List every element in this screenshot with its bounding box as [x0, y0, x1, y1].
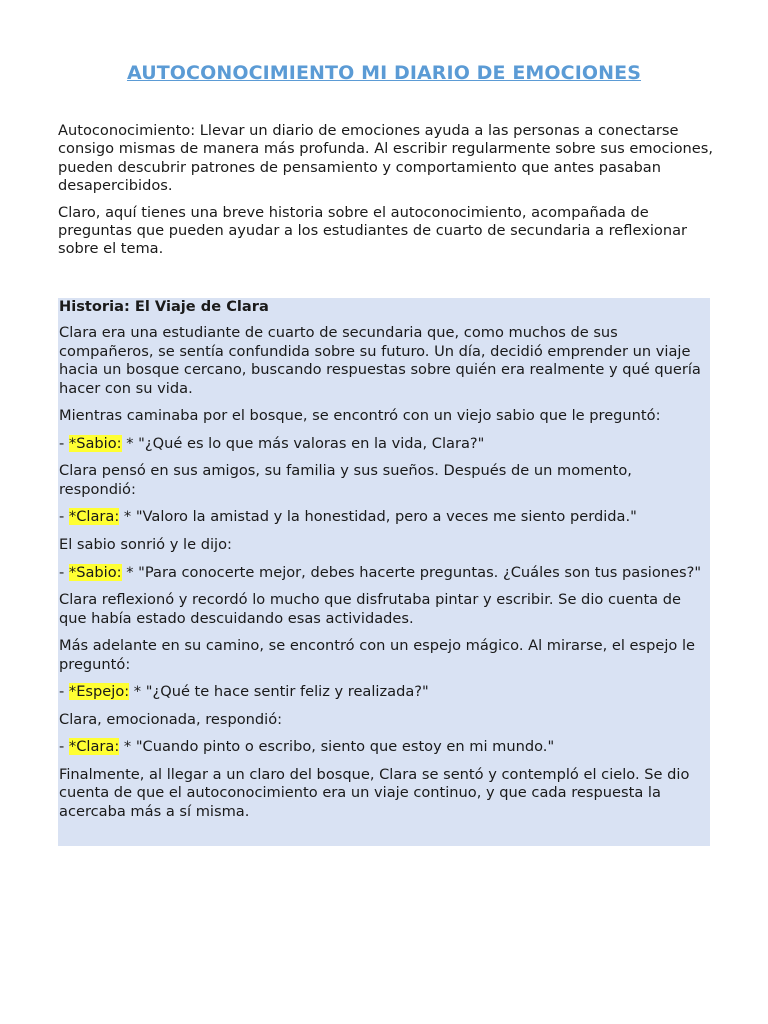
story-paragraph-5: Clara reflexionó y recordó lo mucho que disfrutaba pintar y escribir. Se dio cuenta de que había estado descuidando esas actividades.	[59, 591, 681, 627]
story-paragraph-2: Mientras caminaba por el bosque, se encontró con un viejo sabio que le preguntó:	[59, 407, 661, 425]
document-title: AUTOCONOCIMIENTO MI DIARIO DE EMOCIONES	[126, 62, 642, 84]
story-paragraph-7: Clara, emocionada, respondió:	[59, 710, 283, 728]
dialogue-line-5	[59, 738, 708, 756]
dialogue-prefix: -	[59, 683, 69, 701]
story-paragraph-3: Clara pensó en sus amigos, su familia y sus sueños. Después de un momento, respondió:	[59, 462, 632, 498]
speaker-highlight: *Sabio:	[68, 434, 122, 452]
speaker-highlight: *Espejo:	[68, 683, 130, 701]
speaker-highlight: *Clara:	[68, 738, 120, 756]
intro-paragraph-2: Claro, aquí tienes una breve historia sobre el autoconocimiento, acompañada de preguntas que pueden ayudar a los estudiantes de cuarto de secundaria a reflexionar sobre el tema.	[58, 203, 688, 258]
story-paragraph-4: El sabio sonrió y le dijo:	[59, 536, 232, 553]
dialogue-text: * "Para conocerte mejor, debes hacerte preguntas. ¿Cuáles son tus pasiones?"	[121, 563, 702, 581]
story-paragraph-8: Finalmente, al llegar a un claro del bosque, Clara se sentó y contempló el cielo. Se dio cuenta de que el autoconocimiento era un viaje continuo, y que cada respuesta la acercaba más a sí misma.	[59, 765, 690, 820]
speaker-highlight: *Clara:	[68, 508, 120, 526]
dialogue-line-2	[59, 508, 708, 526]
dialogue-prefix: -	[59, 563, 69, 581]
intro-paragraph-1: Autoconocimiento: Llevar un diario de emociones ayuda a las personas a conectarse consigo mismas de manera más profunda. Al escribir regularmente sobre sus emociones, pueden descubrir patrones de pensamiento y comportamiento que antes pasaban desapercibidos.	[58, 122, 713, 195]
dialogue-prefix: -	[59, 738, 69, 756]
dialogue-prefix: -	[59, 508, 69, 526]
story-paragraph-6: Más adelante en su camino, se encontró con un espejo mágico. Al mirarse, el espejo le preguntó:	[59, 637, 695, 673]
dialogue-text: * "Valoro la amistad y la honestidad, pero a veces me siento perdida."	[119, 508, 637, 526]
dialogue-line-1	[59, 435, 708, 453]
story-section	[58, 298, 710, 846]
dialogue-line-3	[59, 564, 708, 582]
dialogue-text: * "Cuando pinto o escribo, siento que estoy en mi mundo."	[119, 738, 555, 756]
intro-section	[58, 122, 718, 267]
speaker-highlight: *Sabio:	[68, 563, 122, 581]
dialogue-text: * "¿Qué te hace sentir feliz y realizada?"	[129, 683, 429, 701]
story-heading: Historia: El Viaje de Clara	[59, 298, 269, 315]
dialogue-text: * "¿Qué es lo que más valoras en la vida, Clara?"	[121, 434, 485, 452]
dialogue-line-4	[59, 683, 708, 701]
dialogue-prefix: -	[59, 434, 69, 452]
story-paragraph-1: Clara era una estudiante de cuarto de secundaria que, como muchos de sus compañeros, se sentía confundida sobre su futuro. Un día, decidió emprender un viaje hacia un bosque cercano, buscando respuestas sobre quién era realmente y qué quería hacer con su vida.	[59, 324, 701, 397]
